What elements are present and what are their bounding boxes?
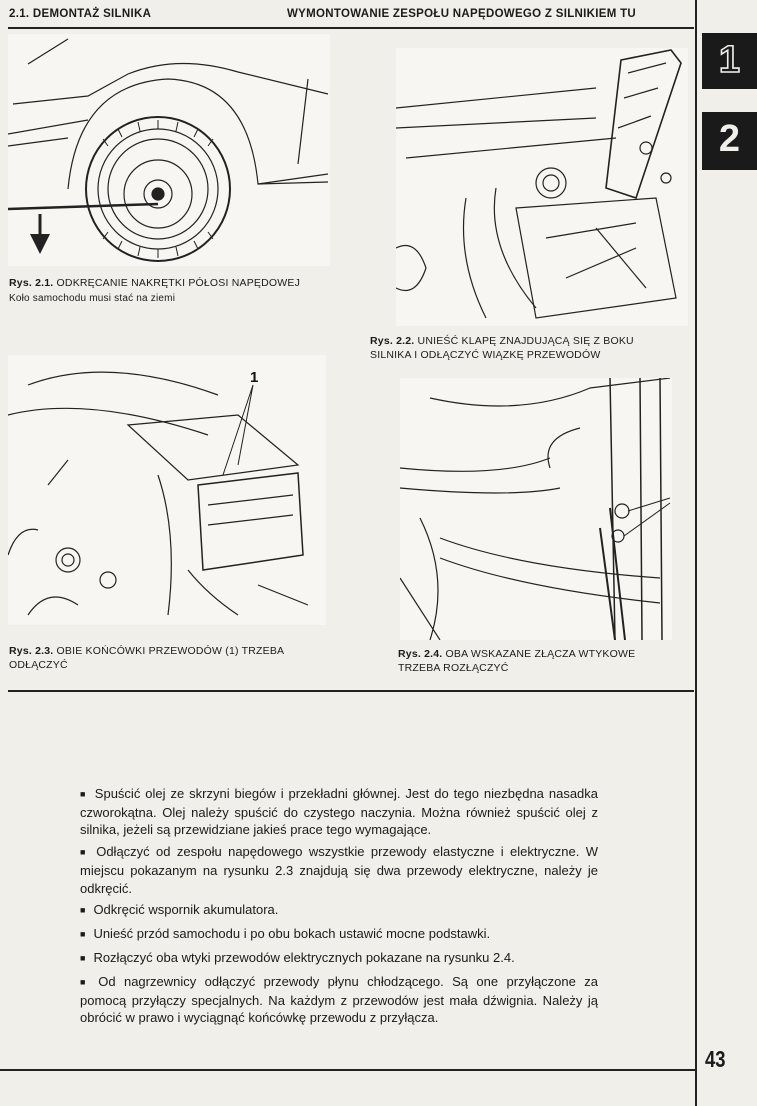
chapter-tab-2-label: 2 <box>718 118 741 160</box>
figure-2-3 <box>8 355 326 625</box>
figure-2-4-number: Rys. 2.4. <box>398 648 443 660</box>
figure-2-1-caption <box>9 277 339 290</box>
list-item: ■ Unieść przód samochodu i po obu bokach ustawić mocne podstawki. <box>80 926 491 942</box>
chapter-tab-1-label: 1 <box>718 39 741 81</box>
figure-2-3-number: Rys. 2.3. <box>9 645 54 657</box>
bullet-icon: ■ <box>80 953 86 963</box>
figure-2-4 <box>400 378 672 640</box>
figure-2-3-caption <box>9 645 339 658</box>
header-section-label: 2.1. DEMONTAŻ SILNIKA <box>9 8 152 20</box>
header-chapter-title: WYMONTOWANIE ZESPOŁU NAPĘDOWEGO Z SILNIKIEM TU <box>287 8 637 20</box>
figure-2-1-number: Rys. 2.1. <box>9 277 54 289</box>
bullet-icon: ■ <box>80 789 87 799</box>
figure-2-2 <box>396 48 688 326</box>
figure-2-4-caption <box>398 648 698 661</box>
figure-2-4-caption-text: OBA WSKAZANE ZŁĄCZA WTYKOWE <box>445 648 636 660</box>
footer-rule <box>0 1069 695 1071</box>
figure-2-1-subcaption: Koło samochodu musi stać na ziemi <box>9 293 176 304</box>
figure-2-4-drawing <box>400 378 672 640</box>
bullet-icon: ■ <box>80 905 86 916</box>
list-item: ■ Odłączyć od zespołu napędowego wszystkie przewody elastyczne i elektryczne. W miejscu pokazanym na rysunku 2.3 znajdują się dwa przewody elektryczne, należy je odkręcić. <box>80 844 599 896</box>
list-item: ■ Rozłączyć oba wtyki przewodów elektrycznych pokazane na rysunku 2.4. <box>80 950 515 965</box>
figure-2-2-number: Rys. 2.2. <box>370 335 415 347</box>
figure-2-3-callout: 1 <box>250 369 259 386</box>
figure-2-3-caption-text: OBIE KOŃCÓWKI PRZEWODÓW (1) TRZEBA <box>56 645 285 657</box>
figure-2-1 <box>8 34 330 266</box>
figure-2-4-caption-line2: TRZEBA ROZŁĄCZYĆ <box>398 662 509 674</box>
chapter-tab-2[interactable] <box>702 112 757 170</box>
figure-2-2-caption-line2: SILNIKA I ODŁĄCZYĆ WIĄZKĘ PRZEWODÓW <box>370 349 601 361</box>
list-item: ■ Spuścić olej ze skrzyni biegów i przekładni głównej. Jest do tego niezbędna nasadka czworokątna. Olej należy spuścić do czystego naczynia. Można również spuścić olej z silnika, jeżeli są przewidziane jakieś prace tego wymagające. <box>80 786 599 838</box>
chapter-tab-1[interactable] <box>702 33 757 89</box>
bullet-icon: ■ <box>80 929 86 940</box>
list-item: ■ Od nagrzewnicy odłączyć przewody płynu chłodzącego. Są one przyłączone za pomocą przyłączy specjalnych. Na każdym z przewodów jest mała dźwignia. Należy ją obrócić w prawo i wyciągnąć końcówkę przewodu z przyłącza. <box>80 973 599 1026</box>
page-number: 43 <box>705 1046 726 1072</box>
figure-2-1-drawing <box>8 34 330 266</box>
list-item: ■ Odkręcić wspornik akumulatora. <box>80 902 279 918</box>
figure-2-3-caption-line2: ODŁĄCZYĆ <box>9 659 68 671</box>
instruction-list <box>80 785 598 1031</box>
figure-2-2-drawing <box>396 48 688 326</box>
figures-divider <box>8 690 694 692</box>
figure-2-1-caption-text: ODKRĘCANIE NAKRĘTKI PÓŁOSI NAPĘDOWEJ <box>56 277 301 289</box>
figure-2-2-caption-text: UNIEŚĆ KLAPĘ ZNAJDUJĄCĄ SIĘ Z BOKU <box>417 335 634 347</box>
figure-2-3-drawing <box>8 355 326 625</box>
figure-2-2-caption <box>370 335 690 348</box>
bullet-icon: ■ <box>80 847 89 858</box>
margin-rule <box>695 0 697 1106</box>
header-rule <box>8 27 694 29</box>
bullet-icon: ■ <box>80 976 91 987</box>
